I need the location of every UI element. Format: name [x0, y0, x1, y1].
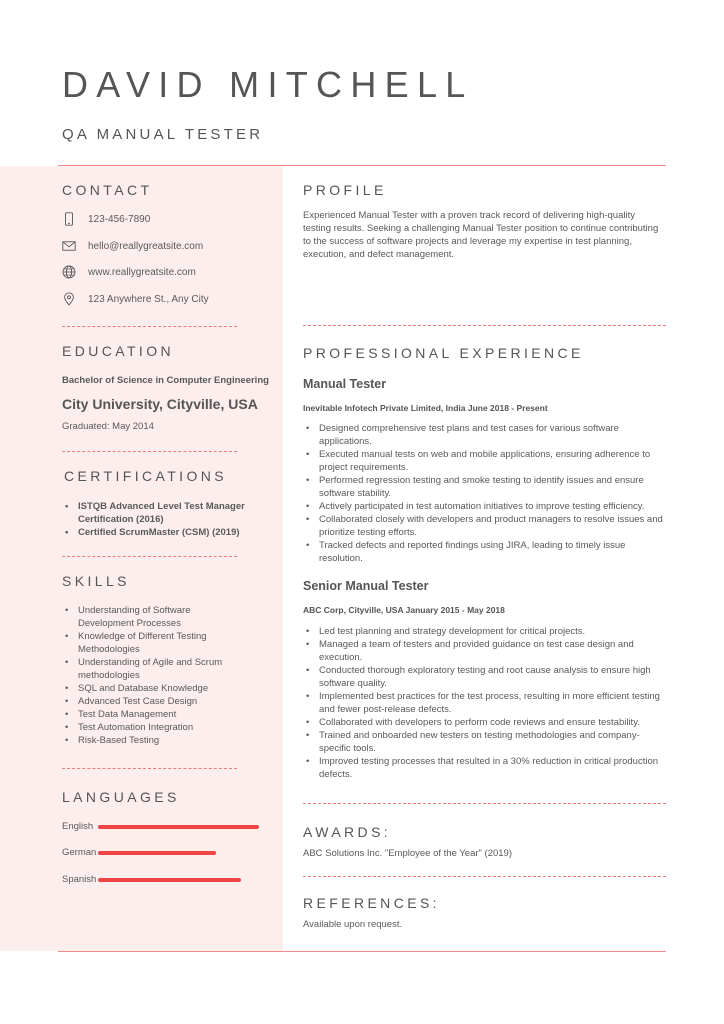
list-item: • Test Data Management [62, 708, 242, 721]
language-bar-german [98, 851, 262, 855]
candidate-name: DAVID MITCHELL [62, 64, 474, 105]
job-meta: Inevitable Infotech Private Limited, India June 2018 - Present [303, 403, 548, 413]
language-bar-fill-spanish [98, 878, 241, 882]
list-item: • Knowledge of Different Testing Methodologies [62, 630, 242, 656]
languages-heading: LANGUAGES [62, 789, 180, 805]
list-item: • Led test planning and strategy development for critical projects. [303, 625, 663, 638]
list-item: • Improved testing processes that resulted in a 30% reduction in critical production defects. [303, 755, 663, 781]
list-item: • Tracked defects and reported findings using JIRA, leading to timely issue resolution. [303, 539, 663, 565]
awards-heading: AWARDS: [303, 824, 392, 840]
divider [303, 325, 666, 326]
certifications-heading: CERTIFICATIONS [64, 468, 227, 484]
language-label-english: English [62, 821, 94, 832]
education-heading: EDUCATION [62, 343, 175, 359]
list-item: • Test Automation Integration [62, 721, 242, 734]
list-item: • Executed manual tests on web and mobile applications, ensuring adherence to project requirements. [303, 448, 663, 474]
mail-icon [62, 239, 76, 253]
contact-address [62, 290, 209, 308]
language-bar-english [98, 825, 262, 829]
list-item: • Trained and onboarded new testers on testing methodologies and company-specific tools. [303, 729, 663, 755]
list-item: • Understanding of Agile and Scrum methodologies [62, 656, 242, 682]
list-item: • Implemented best practices for the test process, resulting in more efficient testing and fewer post-release defects. [303, 690, 663, 716]
language-bar-fill-german [98, 851, 216, 855]
profile-text: Experienced Manual Tester with a proven track record of delivering high-quality testing results. Seeking a challenging Manual Tester position to continue contributing to the success of software projects and leverage my expertise in test planning, execution, and defect management. [303, 210, 659, 260]
contact-website-text: www.reallygreatsite.com [88, 266, 196, 278]
phone-icon [62, 212, 76, 226]
contact-phone-text: 123-456-7890 [88, 213, 151, 225]
divider [303, 803, 666, 804]
contact-website [62, 263, 196, 281]
sidebar [0, 166, 283, 951]
contact-phone [62, 210, 150, 228]
list-item: • Designed comprehensive test plans and test cases for various software applications. [303, 422, 663, 448]
location-pin-icon [62, 292, 76, 306]
job-role: QA MANUAL TESTER [62, 126, 264, 143]
list-item: • Collaborated with developers to perform code reviews and ensure testability. [303, 716, 663, 729]
contact-email-text: hello@reallygreatsite.com [88, 240, 204, 252]
divider [303, 876, 666, 877]
awards-text: ABC Solutions Inc. "Employee of the Year" (2019) [303, 848, 513, 859]
profile-heading: PROFILE [303, 182, 387, 198]
language-label-german: German [62, 847, 97, 858]
list-item: • Conducted thorough exploratory testing and root cause analysis to ensure high software quality. [303, 664, 663, 690]
certifications-list [62, 500, 260, 539]
list-item: • Managed a team of testers and provided guidance on test case design and execution. [303, 638, 663, 664]
contact-heading: CONTACT [62, 182, 153, 198]
education-degree: Bachelor of Science in Computer Engineering [62, 375, 269, 386]
divider [62, 556, 237, 557]
list-item: • ISTQB Advanced Level Test Manager Certification (2016) [62, 500, 260, 526]
references-text: Available upon request. [303, 919, 403, 930]
divider [62, 451, 237, 452]
list-item: • Certified ScrumMaster (CSM) (2019) [62, 526, 260, 539]
experience-heading: PROFESSIONAL EXPERIENCE [303, 345, 584, 361]
list-item: • SQL and Database Knowledge [62, 682, 242, 695]
skills-heading: SKILLS [62, 573, 130, 589]
job-bullets [303, 625, 663, 781]
job-title: Manual Tester [303, 377, 387, 391]
footer-divider [58, 951, 666, 952]
divider [62, 326, 237, 327]
references-heading: REFERENCES: [303, 895, 440, 911]
contact-address-text: 123 Anywhere St., Any City [88, 293, 209, 305]
language-bar-spanish [98, 878, 262, 882]
job-meta: ABC Corp, Cityville, USA January 2015 - May 2018 [303, 605, 505, 615]
skills-list [62, 604, 242, 747]
list-item: • Understanding of Software Development Processes [62, 604, 242, 630]
education-university: City University, Cityville, USA [62, 396, 258, 412]
list-item: • Actively participated in test automation initiatives to improve testing efficiency. [303, 500, 663, 513]
globe-icon [62, 265, 76, 279]
language-bar-fill-english [98, 825, 259, 829]
divider [62, 768, 237, 769]
job-bullets [303, 422, 663, 565]
list-item: • Collaborated closely with developers and product managers to resolve issues and prioritize testing efforts. [303, 513, 663, 539]
contact-email [62, 237, 203, 255]
job-title: Senior Manual Tester [303, 579, 429, 593]
list-item: • Performed regression testing and smoke testing to identify issues and ensure software stability. [303, 474, 663, 500]
list-item: • Risk-Based Testing [62, 734, 242, 747]
list-item: • Advanced Test Case Design [62, 695, 242, 708]
language-label-spanish: Spanish [62, 874, 97, 885]
education-graduated: Graduated: May 2014 [62, 421, 154, 432]
